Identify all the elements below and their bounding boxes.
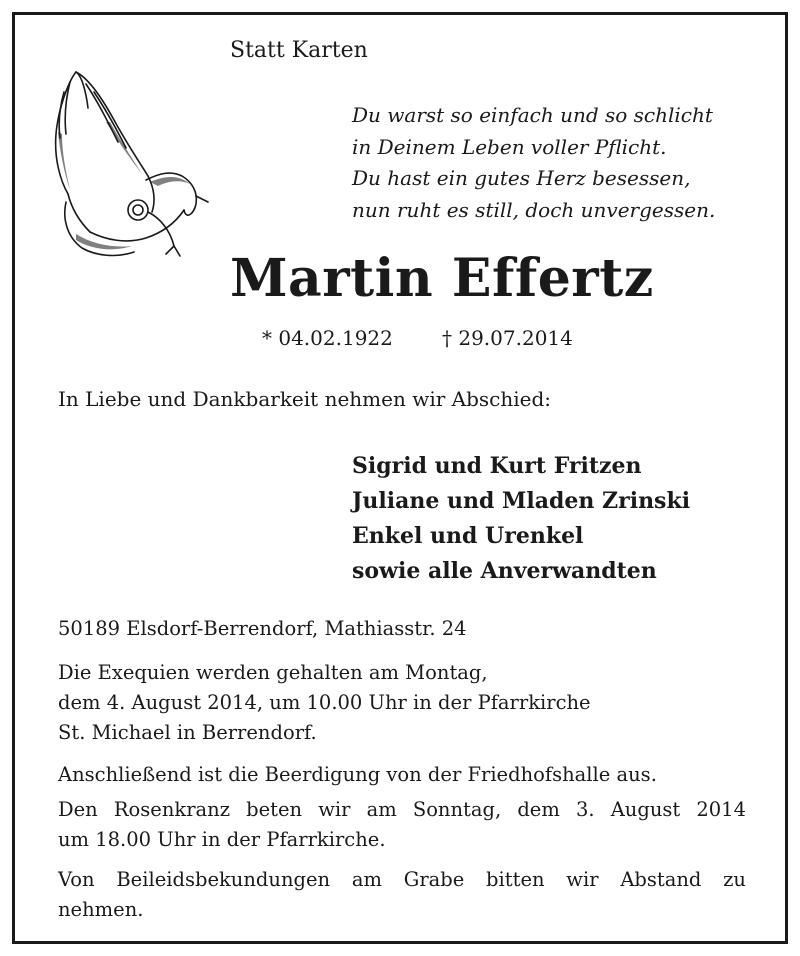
poem-line: Du hast ein gutes Herz besessen, <box>352 166 691 190</box>
paragraph-line: dem 4. August 2014, um 10.00 Uhr in der Pfarrkirche <box>58 691 591 714</box>
poem-line: nun ruht es still, doch unvergessen. <box>352 197 716 222</box>
exequien-paragraph <box>58 658 746 748</box>
paragraph-line: Die Exequien werden gehalten am Montag, <box>58 661 488 684</box>
praying-hands-icon <box>46 62 211 262</box>
mourners-list <box>352 449 690 589</box>
mourner-entry: Enkel und Urenkel <box>352 523 584 549</box>
mourner-entry: sowie alle Anverwandten <box>352 558 657 584</box>
statt-karten-heading: Statt Karten <box>230 38 368 63</box>
mourner-entry: Juliane und Mladen Zrinski <box>352 488 691 514</box>
beerdigung-paragraph <box>58 760 746 790</box>
paragraph-line: St. Michael in Berrendorf. <box>58 721 317 744</box>
rosenkranz-paragraph <box>58 795 746 855</box>
paragraph-line: Den Rosenkranz beten wir am Sonntag, dem 3. August 2014 <box>58 798 746 821</box>
poem-line: Du warst so einfach und so schlicht <box>352 103 713 127</box>
memorial-poem <box>352 100 715 226</box>
beileid-paragraph <box>58 865 746 925</box>
paragraph-line: Anschließend ist die Beerdigung von der Friedhofshalle aus. <box>58 763 657 786</box>
poem-line: in Deinem Leben voller Pflicht. <box>352 134 667 159</box>
paragraph-line: Von Beileidsbekundungen am Grabe bitten wir Abstand zu <box>58 868 746 891</box>
death-date: † 29.07.2014 <box>442 326 573 350</box>
deceased-name: Martin Effertz <box>230 248 654 309</box>
paragraph-line: um 18.00 Uhr in der Pfarrkirche. <box>58 828 386 851</box>
mourner-entry: Sigrid und Kurt Fritzen <box>352 453 642 479</box>
farewell-intro: In Liebe und Dankbarkeit nehmen wir Abschied: <box>58 387 551 411</box>
mourner-address: 50189 Elsdorf-Berrendorf, Mathiasstr. 24 <box>58 617 467 640</box>
birth-date: * 04.02.1922 <box>262 326 393 350</box>
paragraph-line: nehmen. <box>58 898 144 921</box>
